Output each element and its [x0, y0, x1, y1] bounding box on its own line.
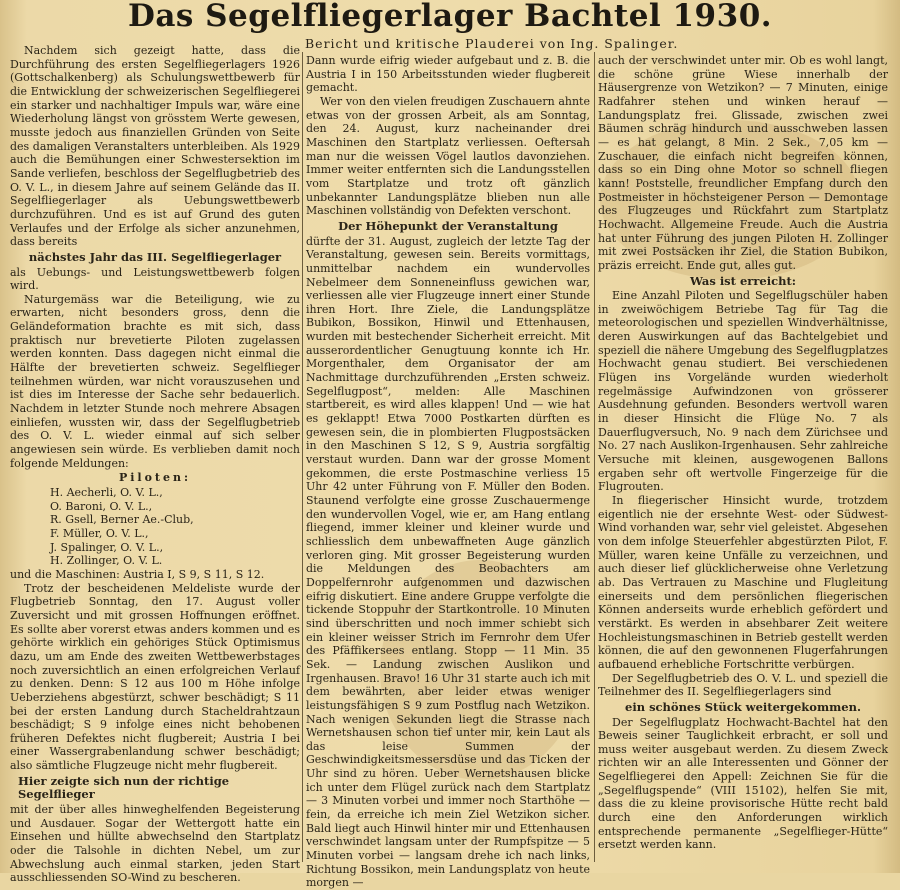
- subheading: Hier zeigte sich nun der richtige Segelflieger: [18, 773, 230, 802]
- subheading: Der Höhepunkt der Veranstaltung: [338, 218, 558, 233]
- column-2: [306, 54, 590, 890]
- paragraph: Der Segelflugbetrieb des O. V. L. und speziell die Teilnehmer des II. Segelfliegerlagers sind: [598, 671, 888, 699]
- paragraph: dürfte der 31. August, zugleich der letzte Tag der Veranstaltung, gewesen sein. Bereits vormittags, unmittelbar nachdem ein wundervolles Nebelmeer dem Sonneneinfluss gewichen war, verliessen alle vier Flugzeuge innert einer Stunde ihren Hort. Ihre Ziele, die Landungsplätze Bubikon, Bossikon, Hinwil und Ettenhausen, wurden mit bestechender Sicherheit erreicht. Mit ausserordentlicher Genugtuung konnte ich Hr. Morgenthaler, dem Organisator der am Nachmittage durchzuführenden „Ersten schweiz. Segelflugpost“, melden: Alle Maschinen startbereit, es wird alles klappen! Und — wie hat es geklappt! Etwa 7000 Postkarten dürften es gewesen sein, die in plombierten Flugpostsäcken in den Maschinen S 12, S 9, Austria sorgfältig verstaut wurden. Dann war der grosse Moment gekommen, die erste Postmaschine verliess 15 Uhr 42 unter Führung von F. Müller den Boden. Staunend verfolgte eine grosse Zuschauermenge den wundervollen Vogel, wie er, am Hang entlang fliegend, immer kleiner und kleiner wurde und schliesslich dem unbewaffneten Auge gänzlich verloren ging. Mit grosser Begeisterung wurden die Meldungen des Beobachters am Doppelfernrohr aufgenommen und dazwischen eifrig diskutiert. Eine andere Gruppe verfolgte die tickende Stoppuhr der Startkontrolle. 10 Minuten sind überschritten und noch immer schiebt sich ein kleiner weisser Strich im Fernrohr dem Ufer des Pfäffikersees entlang. Stopp — 11 Min. 35 Sek. — Landung zwischen Auslikon und Irgenhausen. Bravo! 16 Uhr 31 starte auch ich mit dem bewährten, aber leider etwas weniger leistungsfähigen S 9 zum Postflug nach Wetzikon. Nach wenigen Sekunden liegt die Strasse nach Wernetshausen schon tief unter mir, kein Laut als das leise Summen der Geschwindigkeitsmessersdüse und das Ticken der Uhr sind zu hören. Ueber Wernetshausen blicke ich unter dem Flügel zurück nach dem Startplatz — 3 Minuten vorbei und immer noch Starthöhe — fein, da erreiche ich mein Ziel Wetzikon sicher. Bald liegt auch Hinwil hinter mir und Ettenhausen verschwindet langsam unter der Rumpfspitze — 5 Minuten vorbei — langsam drehe ich nach links, Richtung Bossikon, mein Landungsplatz von heute morgen —: [306, 234, 590, 890]
- column-rule: [594, 52, 595, 862]
- paragraph: als Uebungs- und Leistungswettbewerb folgen wird.: [10, 265, 300, 293]
- article-title: Das Segelfliegerlager Bachtel 1930.: [127, 0, 773, 34]
- pilot-entry: H. Aecherli, O. V. L.,: [50, 486, 163, 499]
- pilot-list: [50, 486, 300, 568]
- pilot-entry: J. Spalinger, O. V. L.,: [50, 540, 164, 554]
- pilot-entry: H. Zollinger, O. V. L.: [50, 554, 163, 568]
- paragraph: und die Maschinen: Austria I, S 9, S 11, S 12.: [10, 567, 265, 581]
- paragraph: In fliegerischer Hinsicht wurde, trotzdem eigentlich nie der ersehnte West- oder Südwest-Wind vorhanden war, sehr viel geleistet. Abgesehen von dem infolge Steuerfehler abgestürzten Pilot, F. Müller, waren keine Unfälle zu verzeichnen, und auch dieser lief glücklicherweise ohne Verletzung ab. Das Vertrauen zu Maschine und Flugleitung einerseits und dem persönlichen fliegerischen Können anderseits wurde erheblich gefördert und verstärkt. Es werden in absehbarer Zeit weitere Hochleistungsmaschinen in Betrieb gestellt werden können, die auf den gewonnenen Flugerfahrungen aufbauend erhebliche Fortschritte verbürgen.: [598, 494, 888, 671]
- pilot-entry: R. Gsell, Berner Ae.-Club,: [50, 513, 194, 527]
- column-rule: [302, 52, 303, 862]
- paragraph: Dann wurde eifrig wieder aufgebaut und z. B. die Austria I in 150 Arbeitsstunden wieder flugbereit gemacht.: [306, 54, 590, 95]
- paragraph: auch der verschwindet unter mir. Ob es wohl langt, die schöne grüne Wiese innerhalb der Häusergrenze von Wetzikon? — 7 Minuten, einige Radfahrer stehen und winken herauf — Landungsplatz frei. Glissade, zwischen zwei Bäumen schräg hindurch und ausschweben lassen — es hat gelangt, 8 Min. 2 Sek., 7,05 km — Zuschauer, die einfach nicht begreifen können, dass so ein Ding ohne Motor so schnell fliegen kann! Poststelle, freundlicher Empfang durch den Postmeister in höchsteigener Person — Demontage des Flugzeuges und Rückfahrt zum Startplatz Hochwacht. Allgemeine Freude. Auch die Austria hat unter Führung des jungen Piloten H. Zollinger mit zwei Postsäcken ihr Ziel, die Station Bubikon, präzis erreicht. Ende gut, alles gut.: [598, 54, 888, 272]
- subheading: ein schönes Stück weitergekommen.: [625, 699, 861, 714]
- paragraph: Der Segelflugplatz Hochwacht-Bachtel hat den Beweis seiner Tauglichkeit erbracht, er soll und muss weiter ausgebaut werden. Zu diesem Zweck richten wir an alle Interessenten und Gönner der Segelfliegerei den Appell: Zeichnen Sie für die „Segelflugspende“ (VIII 15102), helfen Sie mit, dass die zu kleine provisorische Hütte recht bald durch eine den Anforderungen wirklich entsprechende permanente „Segelflieger-Hütte“ ersetzt werden kann.: [598, 715, 888, 852]
- paragraph: mit der über alles hinweghelfenden Begeisterung und Ausdauer. Sogar der Wettergott hatte ein Einsehen und hüllte abwechselnd den Startplatz oder die Talsohle in dichten Nebel, um zur Abwechslung auch einmal starken, jeden Start ausschliessenden SO-Wind zu bescheren.: [10, 803, 300, 885]
- pilot-entry: O. Baroni, O. V. L.,: [50, 499, 153, 513]
- pilot-entry: F. Müller, O. V. L.,: [50, 526, 149, 540]
- pilots-heading: Piloten:: [118, 471, 192, 485]
- column-1: [10, 44, 300, 885]
- article-byline: Bericht und kritische Plauderei von Ing. Spalinger.: [305, 36, 679, 51]
- column-3: [598, 54, 888, 860]
- subheading: nächstes Jahr das III. Segelfliegerlager: [28, 249, 282, 264]
- paragraph: Trotz der bescheidenen Meldeliste wurde der Flugbetrieb Sonntag, den 17. August voller Zuversicht und mit grossen Hoffnungen eröffnet. Es sollte aber vorerst etwas anders kommen und es gehörte wirklich ein gehöriges Stück Optimismus dazu, um am Ende des zweiten Wettbewerbstages noch zuversichtlich an einen erfolgreichen Verlauf zu denken. Denn: S 12 aus 100 m Höhe infolge Ueberziehens abgestürzt, schwer beschädigt; S 11 bei der ersten Landung durch Stacheldrahtzaun beschädigt; S 9 infolge eines nicht behobenen früheren Defektes nicht flugbereit; Austria I bei einer Wassergrabenlandung schwer beschädigt; also sämtliche Flugzeuge nicht mehr flugbereit.: [10, 581, 300, 773]
- paragraph: Eine Anzahl Piloten und Segelflugschüler haben in zweiwöchigem Betriebe Tag für Tag die meteorologischen und speziellen Windverhältnisse, deren Auswirkungen auf das Bachtelgebiet und speziell die nähere Umgebung des Segelflugplatzes Hochwacht genau studiert. Bei verschiedenen Flügen ins Vorgelände wurden wiederholt regelmässige Aufwindzonen von grösserer Ausdehnung gefunden. Besonders wertvoll waren in dieser Hinsicht die Flüge No. 7 als Dauerflugversuch, No. 9 nach dem Zürichsee und No. 27 nach Auslikon-Irgenhausen. Sehr zahlreiche Versuche mit kleinen, ausgewogenen Ballons ergaben sehr oft wertvolle Fingerzeige für die Flugrouten.: [598, 289, 888, 494]
- paragraph: Wer von den vielen freudigen Zuschauern ahnte etwas von der grossen Arbeit, als am Sonntag, den 24. August, kurz nacheinander drei Maschinen den Startplatz verliessen. Oeftersah man nur die weissen Vögel lautlos davonziehen. Immer weiter entfernten sich die Landungsstellen vom Startplatze und trotz oft gänzlich unbekannter Landungsplätze blieben nun alle Maschinen vollständig von Defekten verschont.: [306, 94, 590, 218]
- subheading: Was ist erreicht:: [689, 273, 797, 288]
- paragraph: Nachdem sich gezeigt hatte, dass die Durchführung des ersten Segelfliegerlagers 1926 (Gottschalkenberg) als Schulungswettbewerb für die Entwicklung der schweizerischen Segelfliegerei ein starker und nachhaltiger Impuls war, wäre eine Wiederholung längst von grösstem Werte gewesen, musste jedoch aus finanziellen Gründen von Seite des damaligen Veranstalters unterbleiben. Als 1929 auch die Bemühungen einer Schwestersektion im Sande verliefen, beschloss der Segelflugbetrieb des O. V. L., in diesem Jahre auf seinem Gelände das II. Segelfliegerlager als Uebungswettbewerb durchzuführen. Und es ist auf Grund des guten Verlaufes und der Erfolge als sicher anzunehmen, dass bereits: [10, 44, 300, 249]
- paragraph: Naturgemäss war die Beteiligung, wie zu erwarten, nicht besonders gross, denn die Geländeformation brachte es mit sich, dass praktisch nur brevetierte Piloten zugelassen werden konnten. Dass dagegen nicht einmal die Hälfte der brevetierten schweiz. Segelflieger teilnehmen würden, war nicht vorauszusehen und ist dies im Interesse der Sache sehr bedauerlich. Nachdem in letzter Stunde noch mehrere Absagen einliefen, wussten wir, dass der Segelflugbetrieb des O. V. L. wieder einmal auf sich selber angewiesen sein würde. Es verblieben damit noch folgende Meldungen:: [10, 292, 300, 470]
